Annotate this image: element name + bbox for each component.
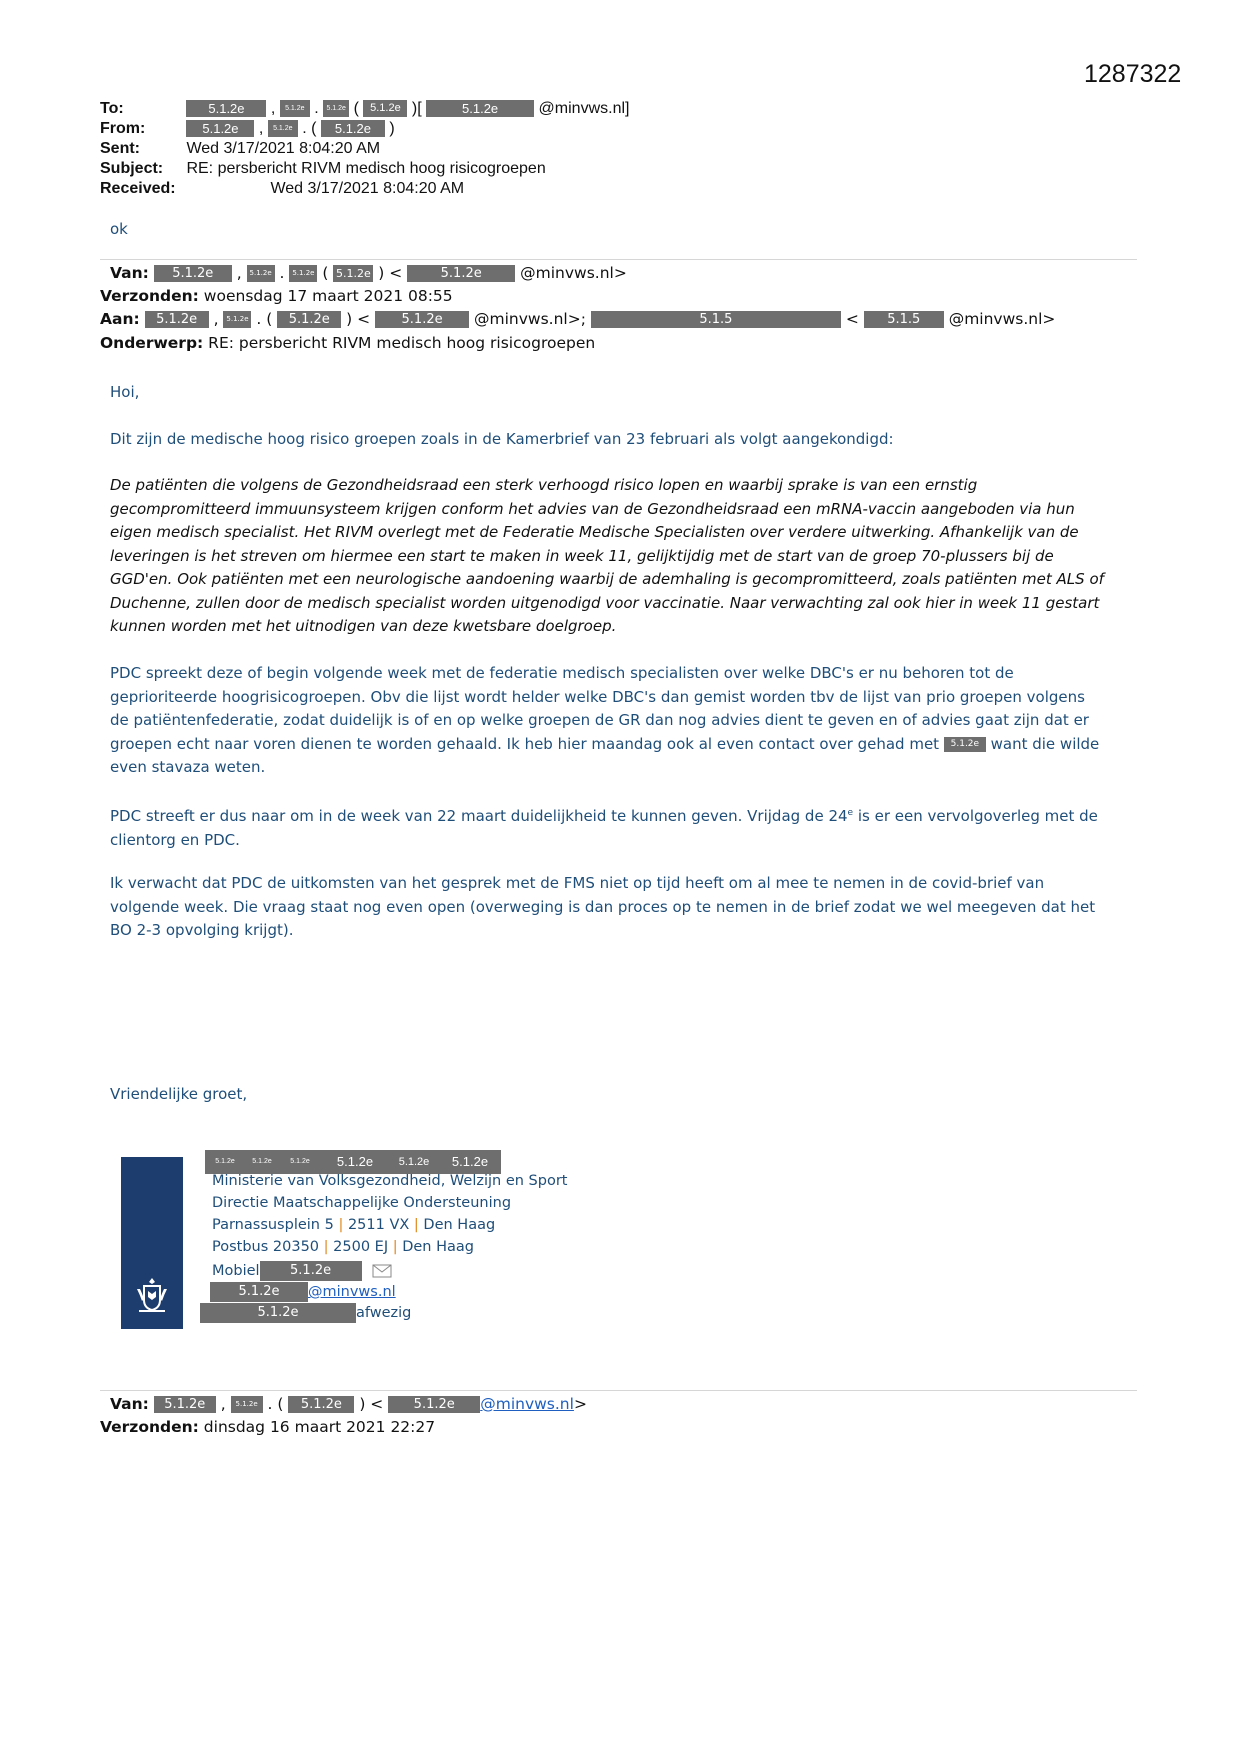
separator: [100, 259, 1137, 260]
sig-absent: 5.1.2e afwezig: [200, 1303, 411, 1323]
header-subject-row: [100, 160, 546, 178]
redaction: 5.1.2e: [200, 1303, 356, 1323]
redaction: 5.1.2e: [154, 1396, 216, 1413]
text-line: clientorg en PDC.: [110, 830, 240, 849]
received-label: Received:: [100, 180, 176, 197]
quote-line: gecompromitteerd immuunsysteem krijgen conform het advies van de Gezondheidsraad een mRNA-vaccin aangeboden via hun: [110, 499, 1075, 518]
redaction: 5.1.2e: [247, 265, 275, 282]
header-to-row: To: 5.1.2e , 5.1.2e . 5.1.2e ( 5.1.2e )[ 5.1.2e @minvws.nl]: [100, 100, 630, 117]
msg2-van-link[interactable]: @minvws.nl: [480, 1395, 574, 1413]
verzonden-value: dinsdag 16 maart 2021 22:27: [203, 1418, 436, 1436]
received-value: Wed 3/17/2021 8:04:20 AM: [270, 180, 465, 197]
redaction: 5.1.2e: [223, 311, 251, 328]
msg2-van-row: Van: 5.1.2e , 5.1.2e . ( 5.1.2e ) < 5.1.2e @minvws.nl>: [110, 1395, 587, 1413]
onderwerp-label: Onderwerp:: [100, 334, 204, 352]
redaction: 5.1.2e: [186, 120, 254, 137]
greeting: Hoi,: [110, 383, 140, 401]
van-label: Van:: [110, 264, 149, 282]
separator: [100, 1390, 1137, 1391]
paragraph-streeft: [110, 802, 1130, 852]
redaction: 5.1.2e: [231, 1396, 263, 1413]
redaction: 5.1.2e: [944, 737, 986, 752]
text-line: BO 2-3 opvolging krijgt).: [110, 921, 294, 939]
redaction: 5.1.2e: [245, 1150, 279, 1174]
redaction: 5.1.2e: [288, 1396, 354, 1413]
redaction: 5.1.2e: [426, 100, 534, 117]
document-number: 1287322: [1084, 60, 1182, 88]
quote-line: kunnen worden met het uitnodigen van deze kwetsbare doelgroep.: [110, 617, 617, 635]
header-from-row: From: 5.1.2e , 5.1.2e . ( 5.1.2e ): [100, 120, 395, 137]
redaction: 5.1.2e: [145, 311, 209, 328]
sig-email-link[interactable]: @minvws.nl: [308, 1284, 396, 1300]
redaction: 5.1.2e: [280, 100, 310, 117]
reply-text: ok: [110, 220, 128, 238]
rijksoverheid-logo: [121, 1157, 183, 1329]
text-line: PDC streeft er dus naar om in de week van 22 maart duidelijkheid te kunnen geven. Vrijdag de 24e is er een vervolgoverleg met de: [110, 807, 1098, 825]
redaction: 5.1.2e: [210, 1282, 308, 1302]
redaction: 5.1.2e: [268, 120, 298, 137]
envelope-icon: [372, 1264, 392, 1278]
verzonden-value: woensdag 17 maart 2021 08:55: [203, 287, 453, 305]
redaction: 5.1.2e: [388, 1396, 480, 1413]
redaction: 5.1.2e: [154, 265, 232, 282]
redaction: 5.1.2e: [205, 1150, 245, 1174]
redaction: 5.1.2e: [277, 311, 341, 328]
verzonden-label: Verzonden:: [100, 287, 199, 305]
closing: Vriendelijke groet,: [110, 1085, 248, 1103]
subject-label: Subject:: [100, 160, 164, 177]
paragraph-intro: Dit zijn de medische hoog risico groepen zoals in de Kamerbrief van 23 februari als volgt aangekondigd:: [110, 430, 894, 448]
redaction: 5.1.2e: [363, 100, 407, 117]
redaction: 5.1.2e: [389, 1150, 439, 1174]
from-label: From:: [100, 120, 146, 137]
van-label: Van:: [110, 1395, 149, 1413]
text-line: volgende week. Die vraag staat nog even open (overweging is dan proces op te nemen in de brief zodat we wel meegeven dat het: [110, 897, 1096, 916]
redaction: 5.1.2e: [279, 1150, 321, 1174]
text-line: PDC spreekt deze of begin volgende week met de federatie medisch specialisten over welke DBC's er nu behoren tot de: [110, 664, 1014, 682]
redaction: 5.1.2e: [289, 265, 317, 282]
msg1-aan-row: Aan: 5.1.2e , 5.1.2e . ( 5.1.2e ) < 5.1.2e @minvws.nl>; 5.1.5 < 5.1.5 @minvws.nl>: [100, 310, 1056, 328]
msg2-verzonden-row: [100, 1418, 435, 1436]
text-line: de patiëntenfederatie, zodat duidelijk is of en op welke groepen de GR dan nog advies dient te geven en of advies gaat zijn dat er: [110, 711, 1089, 729]
text-line: even stavaza weten.: [110, 758, 266, 776]
sig-mobile: Mobiel 5.1.2e: [212, 1261, 392, 1281]
crest-icon: [133, 1275, 171, 1315]
aan-domain-2: @minvws.nl>: [948, 310, 1056, 328]
sig-address-2: Postbus 20350 | 2500 EJ | Den Haag: [212, 1239, 474, 1255]
redaction: 5.1.2e: [439, 1150, 501, 1174]
sig-address-1: Parnassusplein 5 | 2511 VX | Den Haag: [212, 1217, 496, 1233]
header-sent-row: [100, 140, 380, 158]
onderwerp-value: RE: persbericht RIVM medisch hoog risicogroepen: [208, 334, 596, 352]
msg1-verzonden-row: [100, 287, 453, 305]
quote-line: eigen medisch specialist. Het RIVM overlegt met de Federatie Medische Specialisten over verdere uitwerking. Afhankelijk van de: [110, 523, 1079, 541]
redaction: 5.1.2e: [321, 1150, 389, 1174]
subject-value: RE: persbericht RIVM medisch hoog risicogroepen: [186, 160, 546, 177]
aan-label: Aan:: [100, 310, 140, 328]
redaction: 5.1.5: [591, 311, 841, 328]
to-label: To:: [100, 100, 124, 117]
sent-label: Sent:: [100, 140, 140, 157]
quote-line: leveringen is het streven om hiermee een start te maken in week 11, gelijktijdig met de start van de groep 70-plussers bij de: [110, 546, 1054, 565]
quote-paragraph: [110, 474, 1130, 639]
sig-email: [210, 1282, 396, 1302]
paragraph-verwacht: [110, 872, 1130, 943]
text-line: Ik verwacht dat PDC de uitkomsten van het gesprek met de FMS niet op tijd heeft om al mee te nemen in de covid-brief van: [110, 874, 1045, 892]
redaction: 5.1.2e: [186, 100, 266, 117]
sig-name-row: [205, 1150, 501, 1174]
to-domain: @minvws.nl]: [538, 100, 630, 117]
msg1-onderwerp-row: [100, 334, 595, 352]
header-received-row: [100, 180, 464, 198]
aan-domain-1: @minvws.nl>;: [474, 310, 586, 328]
msg1-van-row: Van: 5.1.2e , 5.1.2e . 5.1.2e ( 5.1.2e ) < 5.1.2e @minvws.nl>: [110, 264, 627, 282]
paragraph-pdc: [110, 662, 1130, 780]
verzonden-label: Verzonden:: [100, 1418, 199, 1436]
quote-line: De patiënten die volgens de Gezondheidsraad een sterk verhoogd risico lopen en waarbij sprake is van een ernstig: [110, 476, 978, 494]
redaction: 5.1.2e: [407, 265, 515, 282]
text-line: geprioriteerde hoogrisicogroepen. Obv die lijst wordt helder welke DBC's dan gemist worden tbv de lijst van prio groepen volgens: [110, 687, 1085, 706]
sig-ministry: Ministerie van Volksgezondheid, Welzijn en Sport: [212, 1173, 568, 1189]
redaction: 5.1.5: [864, 311, 944, 328]
text-line: groepen echt naar voren dienen te worden gehaald. Ik heb hier maandag ook al even contact over gehad met 5.1.2e want die wilde: [110, 734, 1100, 753]
sig-directie: Directie Maatschappelijke Ondersteuning: [212, 1195, 512, 1211]
redaction: 5.1.2e: [260, 1261, 362, 1281]
sent-value: Wed 3/17/2021 8:04:20 AM: [186, 140, 381, 157]
redaction: 5.1.2e: [323, 100, 349, 117]
redaction: 5.1.2e: [321, 120, 385, 137]
redaction: 5.1.2e: [333, 265, 373, 282]
quote-line: GGD'en. Ook patiënten met een neurologische aandoening waarbij de ademhaling is gecompromitteerd, zoals patiënten met ALS of: [110, 570, 1104, 588]
quote-line: Duchenne, zullen door de medisch specialist worden uitgenodigd voor vaccinatie. Naar verwachting zal ook hier in week 11 gestart: [110, 593, 1100, 612]
redaction: 5.1.2e: [375, 311, 469, 328]
van-domain: @minvws.nl>: [520, 264, 627, 282]
